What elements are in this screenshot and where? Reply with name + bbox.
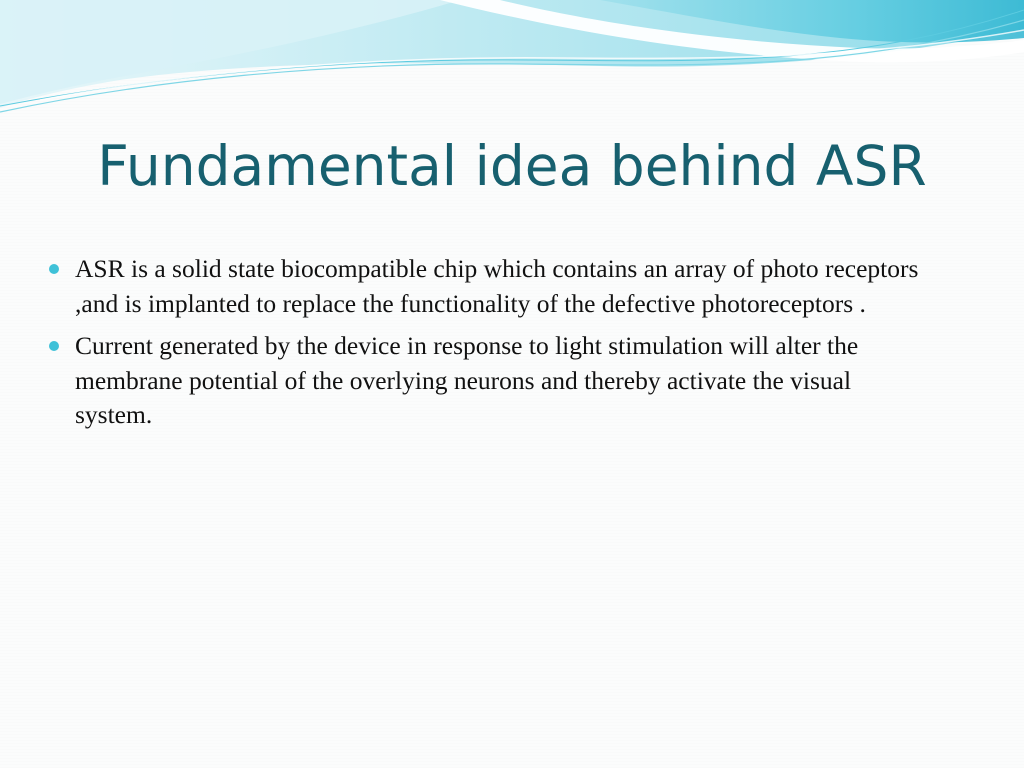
bullet-text: ASR is a solid state biocompatible chip which contains an array of photo receptors ,and is implanted to replace the functionality of the defective photoreceptors . bbox=[75, 254, 919, 318]
bullet-item bbox=[46, 329, 926, 433]
header-wave-decoration bbox=[0, 0, 1024, 130]
bullet-text: Current generated by the device in response to light stimulation will alter the membrane potential of the overlying neurons and thereby activate the visual system. bbox=[75, 331, 859, 429]
bullet-item bbox=[46, 252, 926, 321]
bullet-dot-icon bbox=[49, 341, 59, 351]
bullet-dot-icon bbox=[49, 264, 59, 274]
bullet-list bbox=[46, 252, 926, 441]
slide-title: Fundamental idea behind ASR bbox=[97, 134, 927, 198]
